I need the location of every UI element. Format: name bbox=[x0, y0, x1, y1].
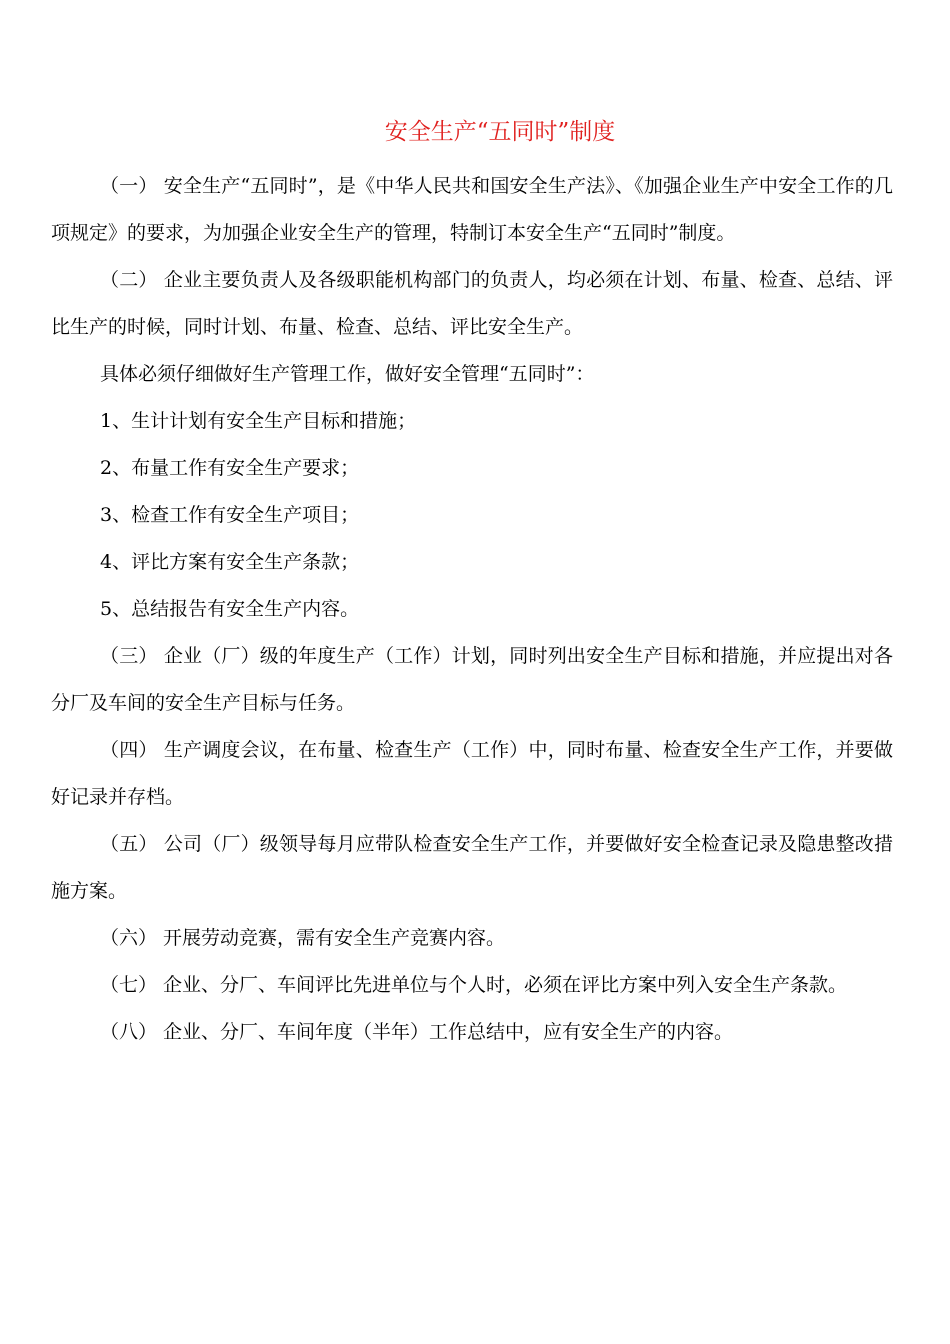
list-item-1: 1、生计计划有安全生产目标和措施； bbox=[100, 410, 417, 432]
list-item-3: 3、检查工作有安全生产项目； bbox=[100, 504, 360, 526]
paragraph-6: （五） 公司（厂）级领导每月应带队检查安全生产工作，并要做好安全检查记录及隐患整改措施方案。 bbox=[51, 833, 893, 902]
list-item-5: 5、总结报告有安全生产内容。 bbox=[100, 598, 360, 620]
document-body bbox=[51, 163, 893, 1056]
paragraph-1: （一） 安全生产“五同时”，是《中华人民共和国安全生产法》、《加强企业生产中安全工作的几项规定》的要求，为加强企业安全生产的管理，特制订本安全生产“五同时”制度。 bbox=[51, 175, 893, 244]
paragraph-3: 具体必须仔细做好生产管理工作，做好安全管理“五同时”： bbox=[100, 363, 595, 385]
document-title: 安全生产“五同时”制度 bbox=[384, 119, 616, 145]
list-item-2: 2、布量工作有安全生产要求； bbox=[100, 457, 360, 479]
paragraph-8: （七） 企业、分厂、车间评比先进单位与个人时，必须在评比方案中列入安全生产条款。 bbox=[100, 974, 848, 996]
list-item-4: 4、评比方案有安全生产条款； bbox=[100, 551, 360, 573]
paragraph-9: （八） 企业、分厂、车间年度（半年）工作总结中，应有安全生产的内容。 bbox=[100, 1021, 734, 1043]
paragraph-2: （二） 企业主要负责人及各级职能机构部门的负责人，均必须在计划、布量、检查、总结、评比生产的时候，同时计划、布量、检查、总结、评比安全生产。 bbox=[51, 269, 893, 338]
paragraph-4: （三） 企业（厂）级的年度生产（工作）计划，同时列出安全生产目标和措施，并应提出对各分厂及车间的安全生产目标与任务。 bbox=[51, 645, 893, 714]
paragraph-7: （六） 开展劳动竞赛，需有安全生产竞赛内容。 bbox=[100, 927, 506, 949]
paragraph-5: （四） 生产调度会议，在布量、检查生产（工作）中，同时布量、检查安全生产工作，并要做好记录并存档。 bbox=[51, 739, 893, 808]
